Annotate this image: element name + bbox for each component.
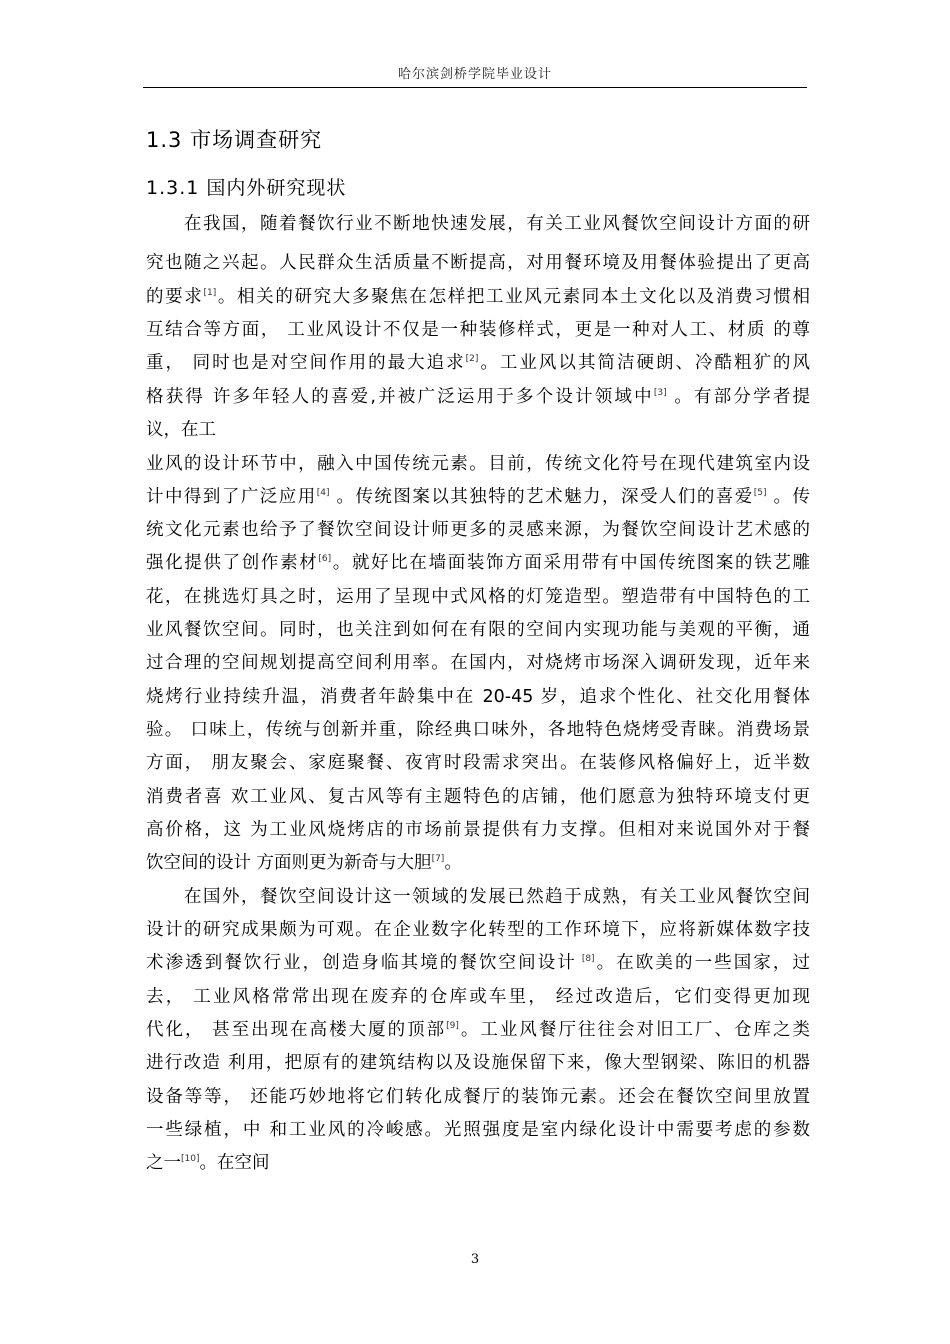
text-line: 术渗透到餐饮行业，创造身临其境的餐饮空间设计 [8]。在欧美的一些国家，过 [146,953,810,973]
page-header: 哈尔滨剑桥学院毕业设计 [397,67,552,82]
text-line: 消费者喜 欢工业风、复古风等有主题特色的店铺，他们愿意为独特环境支付更 [146,787,810,807]
text-line: 强化提供了创作素材[6]。就好比在墙面装饰方面采用带有中国传统图案的铁艺雕 [146,553,810,573]
text-line: 去， 工业风格常常出现在废弃的仓库或车里， 经过改造后，它们变得更加现 [146,987,810,1007]
citation: [3] [653,388,667,398]
header-rule [143,87,807,88]
text-line: 在我国，随着餐饮行业不断地快速发展，有关工业风餐饮空间设计方面的研 [184,214,810,234]
section-title: 1.3 市场调查研究 [146,128,323,152]
citation: [5] [753,488,767,498]
text-line: 究也随之兴起。人民群众生活质量不断提高，对用餐环境及用餐体验提出了更高 [146,253,810,273]
text-line: 花，在挑选灯具之时，运用了呈现中式风格的灯笼造型。塑造带有中国特色的工 [146,587,810,607]
text-line: 设计的研究成果颇为可观。在企业数字化转型的工作环境下，应将新媒体数字技 [146,920,810,940]
text-line: 过合理的空间规划提高空间利用率。在国内，对烧烤市场深入调研发现，近年来 [146,653,810,673]
citation: [1] [203,288,217,298]
text-line: 在国外，餐饮空间设计这一领域的发展已然趋于成熟，有关工业风餐饮空间 [184,887,810,907]
text-line: 设备等等， 还能巧妙地将它们转化成餐厅的装饰元素。还会在餐饮空间里放置 [146,1087,810,1107]
citation: [2] [465,354,479,364]
text-line: 业风的设计环节中，融入中国传统元素。目前，传统文化符号在现代建筑室内设 [146,454,810,474]
text-line: 烧烤行业持续升温，消费者年龄集中在 20-45 岁，追求个性化、社交化用餐体 [146,687,810,707]
citation: [7] [431,854,445,864]
text-line: 验。 口味上，传统与创新并重，除经典口味外，各地特色烧烤受青睐。消费场景 [146,720,810,740]
text-line: 一些绿植，中 和工业风的冷峻感。光照强度是室内绿化设计中需要考虑的参数 [146,1120,810,1140]
citation: [4] [316,488,330,498]
text-line: 计中得到了广泛应用[4] 。传统图案以其独特的艺术魅力，深受人们的喜爱[5] 。传 [146,487,810,507]
text-line: 方面， 朋友聚会、家庭聚餐、夜宵时段需求突出。在装修风格偏好上，近半数 [146,753,810,773]
text-line: 之一[10]。在空间 [146,1153,270,1173]
text-line: 议，在工 [146,420,216,440]
text-line: 代化， 甚至出现在高楼大厦的顶部[9]。工业风餐厅往往会对旧工厂、仓库之类 [146,1020,810,1040]
citation: [6] [318,554,332,564]
text-line: 重， 同时也是对空间作用的最大追求[2]。工业风以其简洁硬朗、冷酷粗犷的风 [146,353,810,373]
text-line: 高价格，这 为工业风烧烤店的市场前景提供有力支撑。但相对来说国外对于餐 [146,820,810,840]
text-line: 饮空间的设计 方面则更为新奇与大胆[7]。 [146,853,462,873]
citation: [8] [576,954,595,964]
subsection-title: 1.3.1 国内外研究现状 [146,177,347,199]
text-line: 的要求[1]。相关的研究大多聚焦在怎样把工业风元素同本土文化以及消费习惯相 [146,287,810,307]
text-line: 互结合等方面， 工业风设计不仅是一种装修样式，更是一种对人工、材质 的尊 [146,320,810,340]
text-line: 统文化元素也给予了餐饮空间设计师更多的灵感来源，为餐饮空间设计艺术感的 [146,520,810,540]
citation: [9] [446,1021,459,1031]
page-number: 3 [470,1252,480,1267]
text-line: 进行改造 利用，把原有的建筑结构以及设施保留下来，像大型钢梁、陈旧的机器 [146,1053,810,1073]
text-line: 业风餐饮空间。同时，也关注到如何在有限的空间内实现功能与美观的平衡，通 [146,620,810,640]
text-line: 格获得 许多年轻人的喜爱,并被广泛运用于多个设计领域中[3] 。有部分学者提 [146,387,810,407]
citation: [10] [181,1154,200,1164]
